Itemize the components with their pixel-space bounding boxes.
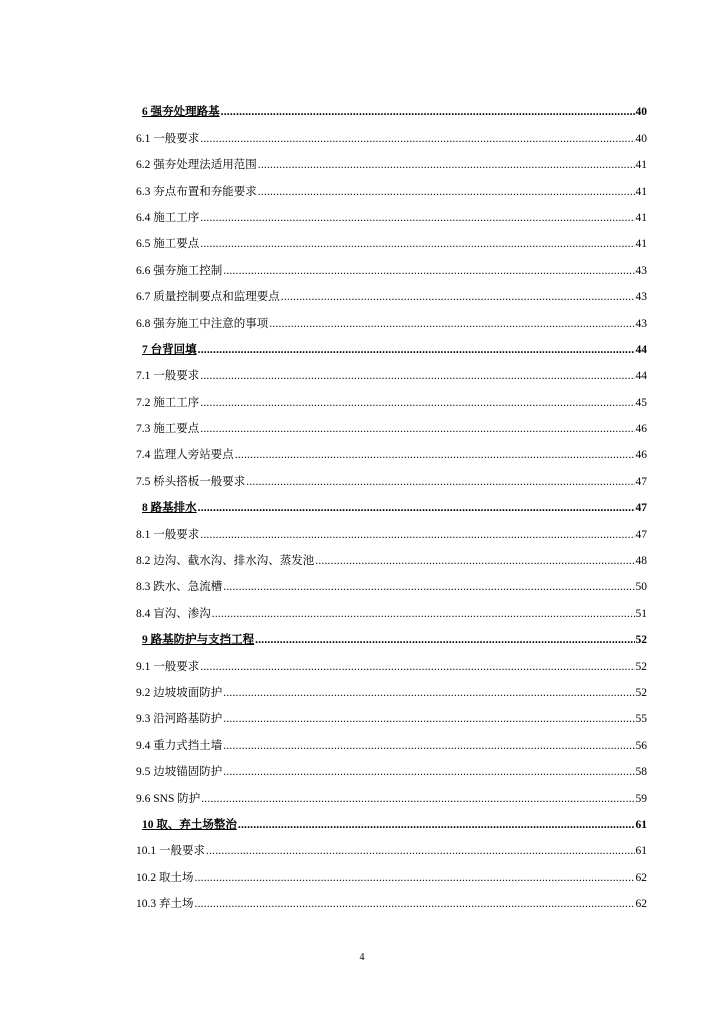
toc-entry-page-number: 47 xyxy=(635,502,647,515)
toc-chapter-entry[interactable] xyxy=(136,621,647,647)
toc-entry-page-number: 41 xyxy=(635,185,647,198)
toc-entry-page-number: 47 xyxy=(635,475,647,488)
toc-entry-title: 8 路基排水 xyxy=(142,502,197,515)
toc-entry-page-number: 41 xyxy=(635,159,647,172)
toc-chapter-entry[interactable] xyxy=(136,331,647,357)
toc-dot-leader xyxy=(200,237,634,251)
toc-entry-page-number: 45 xyxy=(635,396,647,409)
toc-section-entry[interactable] xyxy=(136,542,647,568)
toc-dot-leader xyxy=(200,132,634,146)
toc-dot-leader xyxy=(223,739,634,753)
table-of-contents xyxy=(136,93,647,911)
toc-dot-leader xyxy=(235,448,635,462)
toc-entry-title: 6.5 施工要点 xyxy=(136,238,200,251)
toc-entry-page-number: 55 xyxy=(635,713,647,726)
toc-dot-leader xyxy=(223,686,634,700)
toc-dot-leader xyxy=(200,528,634,542)
toc-entry-page-number: 52 xyxy=(635,660,647,673)
toc-section-entry[interactable] xyxy=(136,172,647,198)
toc-entry-title: 8.4 盲沟、渗沟 xyxy=(136,607,211,620)
toc-entry-page-number: 59 xyxy=(635,792,647,805)
toc-dot-leader xyxy=(195,897,635,911)
toc-chapter-entry[interactable] xyxy=(136,806,647,832)
toc-entry-page-number: 40 xyxy=(635,106,647,119)
toc-entry-title: 8.3 跌水、急流槽 xyxy=(136,581,223,594)
toc-entry-title: 10.3 弃土场 xyxy=(136,898,194,911)
toc-dot-leader xyxy=(200,422,634,436)
toc-section-entry[interactable] xyxy=(136,779,647,805)
toc-entry-page-number: 51 xyxy=(635,607,647,620)
toc-section-entry[interactable] xyxy=(136,885,647,911)
toc-dot-leader xyxy=(198,501,635,515)
toc-entry-title: 7.2 施工工序 xyxy=(136,396,200,409)
toc-entry-title: 9.2 边坡坡面防护 xyxy=(136,686,223,699)
toc-entry-title: 9.5 边坡锚固防护 xyxy=(136,766,223,779)
toc-entry-page-number: 52 xyxy=(635,686,647,699)
toc-entry-page-number: 40 xyxy=(635,132,647,145)
toc-section-entry[interactable] xyxy=(136,436,647,462)
toc-dot-leader xyxy=(221,105,635,119)
toc-entry-title: 10.2 取土场 xyxy=(136,871,194,884)
toc-entry-page-number: 46 xyxy=(635,449,647,462)
toc-section-entry[interactable] xyxy=(136,225,647,251)
toc-dot-leader xyxy=(200,369,634,383)
toc-entry-title: 7.5 桥头搭板一般要求 xyxy=(136,475,246,488)
toc-section-entry[interactable] xyxy=(136,304,647,330)
toc-entry-title: 7.1 一般要求 xyxy=(136,370,200,383)
toc-section-entry[interactable] xyxy=(136,726,647,752)
toc-entry-page-number: 61 xyxy=(635,845,647,858)
toc-dot-leader xyxy=(200,211,634,225)
toc-section-entry[interactable] xyxy=(136,858,647,884)
toc-dot-leader xyxy=(281,290,635,304)
toc-entry-title: 7.3 施工要点 xyxy=(136,423,200,436)
toc-entry-page-number: 44 xyxy=(635,343,647,356)
toc-dot-leader xyxy=(200,660,634,674)
toc-entry-title: 6.7 质量控制要点和监理要点 xyxy=(136,291,280,304)
toc-entry-title: 10 取、弃土场整治 xyxy=(142,818,237,831)
toc-section-entry[interactable] xyxy=(136,251,647,277)
toc-dot-leader xyxy=(223,580,634,594)
toc-entry-page-number: 47 xyxy=(635,528,647,541)
toc-dot-leader xyxy=(195,871,635,885)
page-number: 4 xyxy=(359,952,365,963)
toc-entry-title: 10.1 一般要求 xyxy=(136,845,205,858)
toc-dot-leader xyxy=(246,475,634,489)
toc-section-entry[interactable] xyxy=(136,462,647,488)
toc-dot-leader xyxy=(206,844,635,858)
toc-entry-title: 6.4 施工工序 xyxy=(136,211,200,224)
toc-entry-page-number: 58 xyxy=(635,766,647,779)
toc-entry-title: 7.4 监理人旁站要点 xyxy=(136,449,234,462)
toc-dot-leader xyxy=(238,818,635,832)
toc-section-entry[interactable] xyxy=(136,278,647,304)
toc-section-entry[interactable] xyxy=(136,568,647,594)
toc-entry-page-number: 41 xyxy=(635,238,647,251)
toc-section-entry[interactable] xyxy=(136,674,647,700)
toc-entry-title: 9.4 重力式挡土墙 xyxy=(136,739,223,752)
toc-entry-title: 6.8 强夯施工中注意的事项 xyxy=(136,317,269,330)
toc-dot-leader xyxy=(258,158,635,172)
toc-entry-title: 8.2 边沟、截水沟、排水沟、蒸发池 xyxy=(136,555,315,568)
toc-entry-title: 8.1 一般要求 xyxy=(136,528,200,541)
toc-entry-page-number: 41 xyxy=(635,211,647,224)
toc-section-entry[interactable] xyxy=(136,515,647,541)
toc-dot-leader xyxy=(223,712,634,726)
toc-section-entry[interactable] xyxy=(136,594,647,620)
toc-section-entry[interactable] xyxy=(136,357,647,383)
toc-entry-title: 6 强夯处理路基 xyxy=(142,106,220,119)
toc-section-entry[interactable] xyxy=(136,832,647,858)
toc-entry-page-number: 61 xyxy=(635,818,647,831)
toc-entry-page-number: 43 xyxy=(635,291,647,304)
toc-entry-page-number: 62 xyxy=(635,898,647,911)
toc-section-entry[interactable] xyxy=(136,146,647,172)
toc-entry-page-number: 48 xyxy=(635,555,647,568)
toc-entry-title: 9.6 SNS 防护 xyxy=(136,792,201,805)
toc-section-entry[interactable] xyxy=(136,647,647,673)
toc-entry-title: 6.3 夯点布置和夯能要求 xyxy=(136,185,257,198)
toc-dot-leader xyxy=(255,633,634,647)
toc-section-entry[interactable] xyxy=(136,119,647,145)
toc-section-entry[interactable] xyxy=(136,383,647,409)
toc-entry-page-number: 43 xyxy=(635,317,647,330)
toc-entry-page-number: 52 xyxy=(635,634,647,647)
toc-dot-leader xyxy=(200,396,634,410)
toc-chapter-entry[interactable] xyxy=(136,93,647,119)
toc-chapter-entry[interactable] xyxy=(136,489,647,515)
toc-entry-title: 9.3 沿河路基防护 xyxy=(136,713,223,726)
toc-dot-leader xyxy=(212,607,635,621)
toc-entry-title: 7 台背回填 xyxy=(142,343,197,356)
toc-entry-title: 6.6 强夯施工控制 xyxy=(136,264,223,277)
toc-dot-leader xyxy=(198,343,635,357)
toc-entry-page-number: 56 xyxy=(635,739,647,752)
toc-dot-leader xyxy=(223,765,634,779)
toc-entry-title: 9.1 一般要求 xyxy=(136,660,200,673)
toc-section-entry[interactable] xyxy=(136,410,647,436)
toc-entry-page-number: 44 xyxy=(635,370,647,383)
toc-entry-title: 6.1 一般要求 xyxy=(136,132,200,145)
toc-dot-leader xyxy=(269,317,634,331)
toc-dot-leader xyxy=(223,264,634,278)
toc-entry-page-number: 62 xyxy=(635,871,647,884)
toc-entry-title: 9 路基防护与支挡工程 xyxy=(142,634,255,647)
toc-dot-leader xyxy=(201,792,634,806)
toc-section-entry[interactable] xyxy=(136,700,647,726)
toc-section-entry[interactable] xyxy=(136,753,647,779)
toc-entry-page-number: 50 xyxy=(635,581,647,594)
toc-dot-leader xyxy=(315,554,634,568)
toc-section-entry[interactable] xyxy=(136,199,647,225)
toc-entry-title: 6.2 强夯处理法适用范围 xyxy=(136,159,257,172)
toc-entry-page-number: 46 xyxy=(635,423,647,436)
toc-dot-leader xyxy=(258,185,635,199)
toc-entry-page-number: 43 xyxy=(635,264,647,277)
